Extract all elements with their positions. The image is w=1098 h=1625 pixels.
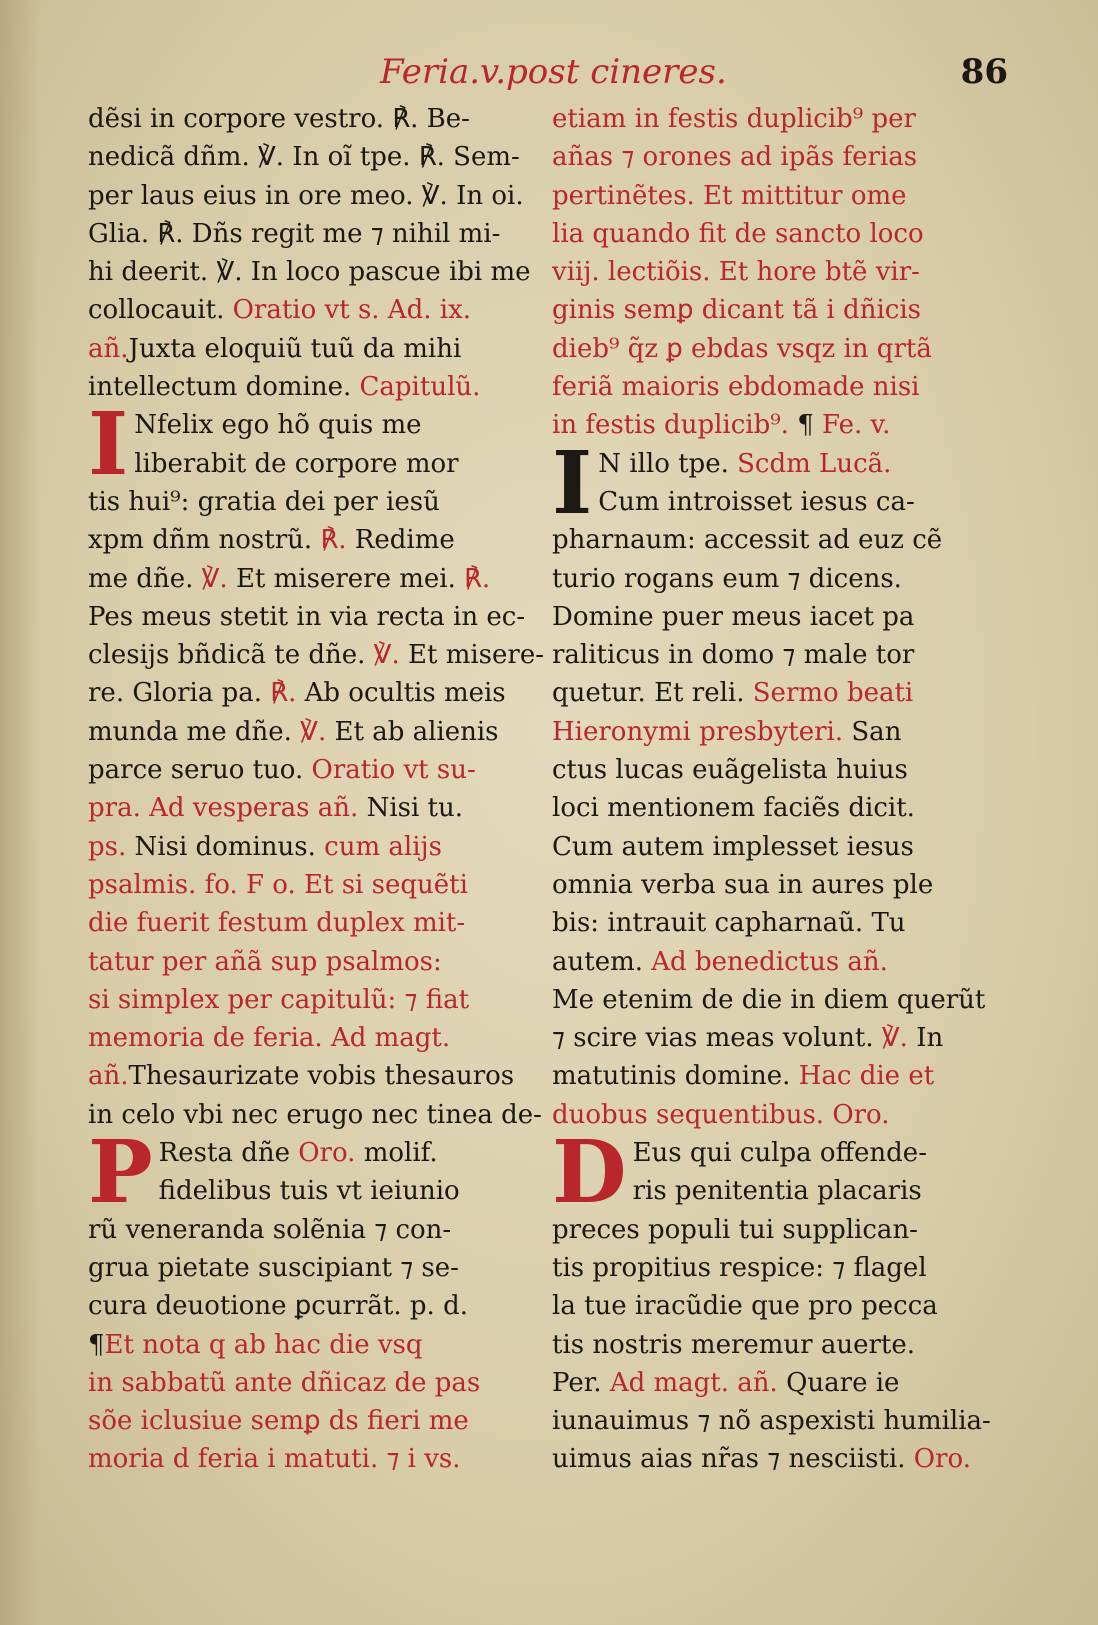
text-line <box>88 1326 518 1364</box>
rubric: Oratio vt s. Ad. ix. <box>232 295 472 326</box>
text-line: loci mentionem faciẽs dicit. <box>552 793 915 824</box>
rubric: Oratio vt su- <box>311 755 476 786</box>
text-line: nedicã dñm. ℣. In oĩ tpe. ℟. Sem- <box>88 142 520 173</box>
left-column <box>88 100 544 1479</box>
rubric: añ. <box>88 1061 129 1092</box>
text-line <box>88 828 518 866</box>
text-line: Nfelix ego hõ quis me <box>134 410 422 441</box>
rubric: Capitulũ. <box>359 372 481 403</box>
text-run: re. Gloria pa. <box>88 678 263 709</box>
text-run: me dñe. <box>88 563 194 594</box>
paragraph-gospel <box>552 432 998 534</box>
text-run: Nisi tu. <box>366 793 464 824</box>
rubric: ℟. <box>320 525 347 556</box>
rubric: Hieronymi presbyteri. <box>552 716 844 747</box>
right-column <box>552 100 998 1479</box>
rubric-line: moria d feria i matuti. ⁊ i vs. <box>88 1444 461 1475</box>
rubric-line: dieb⁹ q̃z ꝑ ebdas vsqz in qrtã <box>552 333 932 364</box>
text-run: quetur. Et reli. <box>552 678 745 709</box>
text-line: Cum autem implesset iesus <box>552 831 914 862</box>
rubric-line: die fuerit festum duplex mit- <box>88 908 466 939</box>
text-line: omnia verba sua in aures ple <box>552 869 934 900</box>
text-line <box>88 330 518 368</box>
paragraph-mark: ¶ <box>797 410 814 441</box>
text-run: Resta dñe <box>158 1138 290 1169</box>
text-line: cura deuotione ꝑcurrãt. p. d. <box>88 1291 468 1322</box>
text-line <box>88 368 518 406</box>
text-line <box>552 1019 998 1057</box>
text-line: preces populi tui supplican- <box>552 1214 918 1245</box>
text-run: Et misere- <box>408 640 544 671</box>
text-run: ⁊ scire vias meas volunt. <box>552 1023 874 1054</box>
rubric-line: si simplex per capitulũ: ⁊ fiat <box>88 984 470 1015</box>
text-line: Eus qui culpa offende- <box>632 1138 927 1169</box>
text-line <box>88 1057 518 1095</box>
rubric-line: in sabbatũ ante dñicaz de pas <box>88 1367 481 1398</box>
text-line <box>552 406 998 444</box>
paragraph-collect <box>552 1122 998 1224</box>
rubric: Sermo beati <box>752 678 914 709</box>
text-line <box>552 1057 998 1095</box>
text-line: tis nostris meremur auerte. <box>552 1329 916 1360</box>
rubric: ps. <box>88 831 127 862</box>
text-line <box>552 713 998 751</box>
rubric: Scdm Lucã. <box>737 448 892 479</box>
text-line: in celo vbi nec erugo nec tinea de- <box>88 1099 542 1130</box>
drop-capital: P <box>88 1122 153 1224</box>
paragraph-capitulum <box>88 394 518 496</box>
text-run: matutinis domine. <box>552 1061 791 1092</box>
text-run: molif. <box>363 1138 438 1169</box>
rubric-line: feriã maioris ebdomade nisi <box>552 372 920 403</box>
drop-capital: I <box>552 432 593 534</box>
rubric: in festis duplicib⁹. <box>552 410 789 441</box>
rubric-line: pertinẽtes. Et mittitur ome <box>552 180 907 211</box>
rubric-line: psalmis. fo. F o. Et si sequẽti <box>88 869 468 900</box>
rubric: ℣. <box>373 640 400 671</box>
text-run: N illo tpe. <box>598 448 729 479</box>
text-line <box>88 560 518 598</box>
rubric-line: duobus sequentibus. Oro. <box>552 1099 890 1130</box>
rubric: Et nota q ab hac die vsq <box>104 1329 423 1360</box>
rubric: Oro. <box>913 1444 971 1475</box>
text-line: raliticus in domo ⁊ male tor <box>552 640 915 671</box>
text-line: rũ veneranda solẽnia ⁊ con- <box>88 1214 452 1245</box>
text-run: parce seruo tuo. <box>88 755 304 786</box>
rubric: Hac die et <box>798 1061 935 1092</box>
text-line <box>88 674 518 712</box>
text-line: iunauimus ⁊ nõ aspexisti humilia- <box>552 1406 991 1437</box>
text-run: xpm dñm nostrũ. <box>88 525 313 556</box>
text-run: San <box>851 716 902 747</box>
text-line: Me etenim de die in diem querũt <box>552 984 986 1015</box>
rubric-line: añas ⁊ orones ad ipãs ferias <box>552 142 918 173</box>
rubric: añ. <box>88 333 129 364</box>
text-line: bis: intrauit capharnaũ. Tu <box>552 908 906 939</box>
rubric: pra. Ad vesperas añ. <box>88 793 359 824</box>
text-line: hi deerit. ℣. In loco pascue ibi me <box>88 257 531 288</box>
text-run: Per. <box>552 1367 602 1398</box>
text-line: per laus eius in ore meo. ℣. In oi. <box>88 180 524 211</box>
text-line: dẽsi in corpore vestro. ℟. Be- <box>88 104 470 134</box>
rubric: Oro. <box>298 1138 356 1169</box>
text-run: Et miserere mei. <box>235 563 456 594</box>
drop-capital: D <box>552 1122 627 1224</box>
text-line <box>552 943 998 981</box>
text-line: Cum introisset iesus ca- <box>598 486 915 517</box>
rubric-line: etiam in festis duplicib⁹ per <box>552 104 916 134</box>
rubric: Ad benedictus añ. <box>651 946 888 977</box>
page-gutter-shadow <box>0 0 40 1625</box>
text-line: ctus lucas euãgelista huius <box>552 755 908 786</box>
text-line <box>88 713 518 751</box>
text-line <box>552 1440 998 1478</box>
text-line: turio rogans eum ⁊ dicens. <box>552 563 902 594</box>
rubric: ℣. <box>300 716 327 747</box>
rubric: Ad magt. añ. <box>609 1367 778 1398</box>
text-run: autem. <box>552 946 643 977</box>
text-line: tis hui⁹: gratia dei per iesũ <box>88 486 440 517</box>
rubric: ℟. <box>270 678 297 709</box>
text-run: Thesaurizate vobis thesauros <box>128 1061 515 1092</box>
text-run: munda me dñe. <box>88 716 292 747</box>
rubric: Fe. v. <box>822 410 891 441</box>
rubric-line: viij. lectiõis. Et hore btẽ vir- <box>552 257 920 288</box>
rubric: ℣. <box>881 1023 908 1054</box>
running-title: Feria.v.post cineres. <box>380 52 727 92</box>
text-run: Ab ocultis meis <box>304 678 506 709</box>
text-line: Pes meus stetit in via recta in ec- <box>88 601 526 632</box>
text-run: uimus aias nr̃as ⁊ nesciisti. <box>552 1444 906 1475</box>
folio-number: 86 <box>960 52 1008 92</box>
text-line: ris penitentia placaris <box>632 1176 922 1207</box>
rubric: ℟. <box>464 563 491 594</box>
text-run: In <box>916 1023 944 1054</box>
drop-capital: I <box>88 394 129 496</box>
text-line: pharnaum: accessit ad euz cẽ <box>552 525 943 556</box>
rubric: cum alijs <box>324 831 442 862</box>
rubric-line: sõe iclusiue semꝑ ds fieri me <box>88 1406 469 1437</box>
rubric: ℣. <box>201 563 228 594</box>
text-line: liberabit de corpore mor <box>134 448 459 479</box>
rubric-line: lia quando fit de sancto loco <box>552 218 924 249</box>
text-line <box>88 751 518 789</box>
text-run: Nisi dominus. <box>134 831 316 862</box>
text-run: clesijs bñdicã te dñe. <box>88 640 366 671</box>
text-run: Et ab alienis <box>334 716 499 747</box>
page-header <box>380 52 1008 102</box>
text-run: intellectum domine. <box>88 372 352 403</box>
text-line: Glia. ℟. Dñs regit me ⁊ nihil mi- <box>88 218 501 249</box>
text-run: Redime <box>354 525 455 556</box>
text-line: tis propitius respice: ⁊ flagel <box>552 1252 927 1283</box>
text-line: fidelibus tuis vt ieiunio <box>158 1176 460 1207</box>
text-line <box>88 521 518 559</box>
paragraph-oratio <box>88 1122 518 1224</box>
text-line: la tue iracũdie que pro pecca <box>552 1291 938 1322</box>
paragraph-mark: ¶ <box>88 1329 105 1360</box>
text-line <box>88 291 518 329</box>
text-run: Quare ie <box>786 1367 900 1398</box>
text-line <box>552 674 998 712</box>
text-line <box>552 1364 998 1402</box>
rubric-line: ginis semꝑ dicant tã i dñicis <box>552 295 921 326</box>
text-run: collocauit. <box>88 295 225 326</box>
rubric-line: memoria de feria. Ad magt. <box>88 1023 451 1054</box>
rubric-line: tatur per añã sup psalmos: <box>88 946 442 977</box>
text-line <box>552 445 998 483</box>
text-line: grua pietate suscipiant ⁊ se- <box>88 1252 459 1283</box>
text-line: Domine puer meus iacet pa <box>552 601 915 632</box>
text-line <box>88 789 518 827</box>
text-line <box>88 636 544 674</box>
text-run: Juxta eloquiũ tuũ da mihi <box>128 333 462 364</box>
